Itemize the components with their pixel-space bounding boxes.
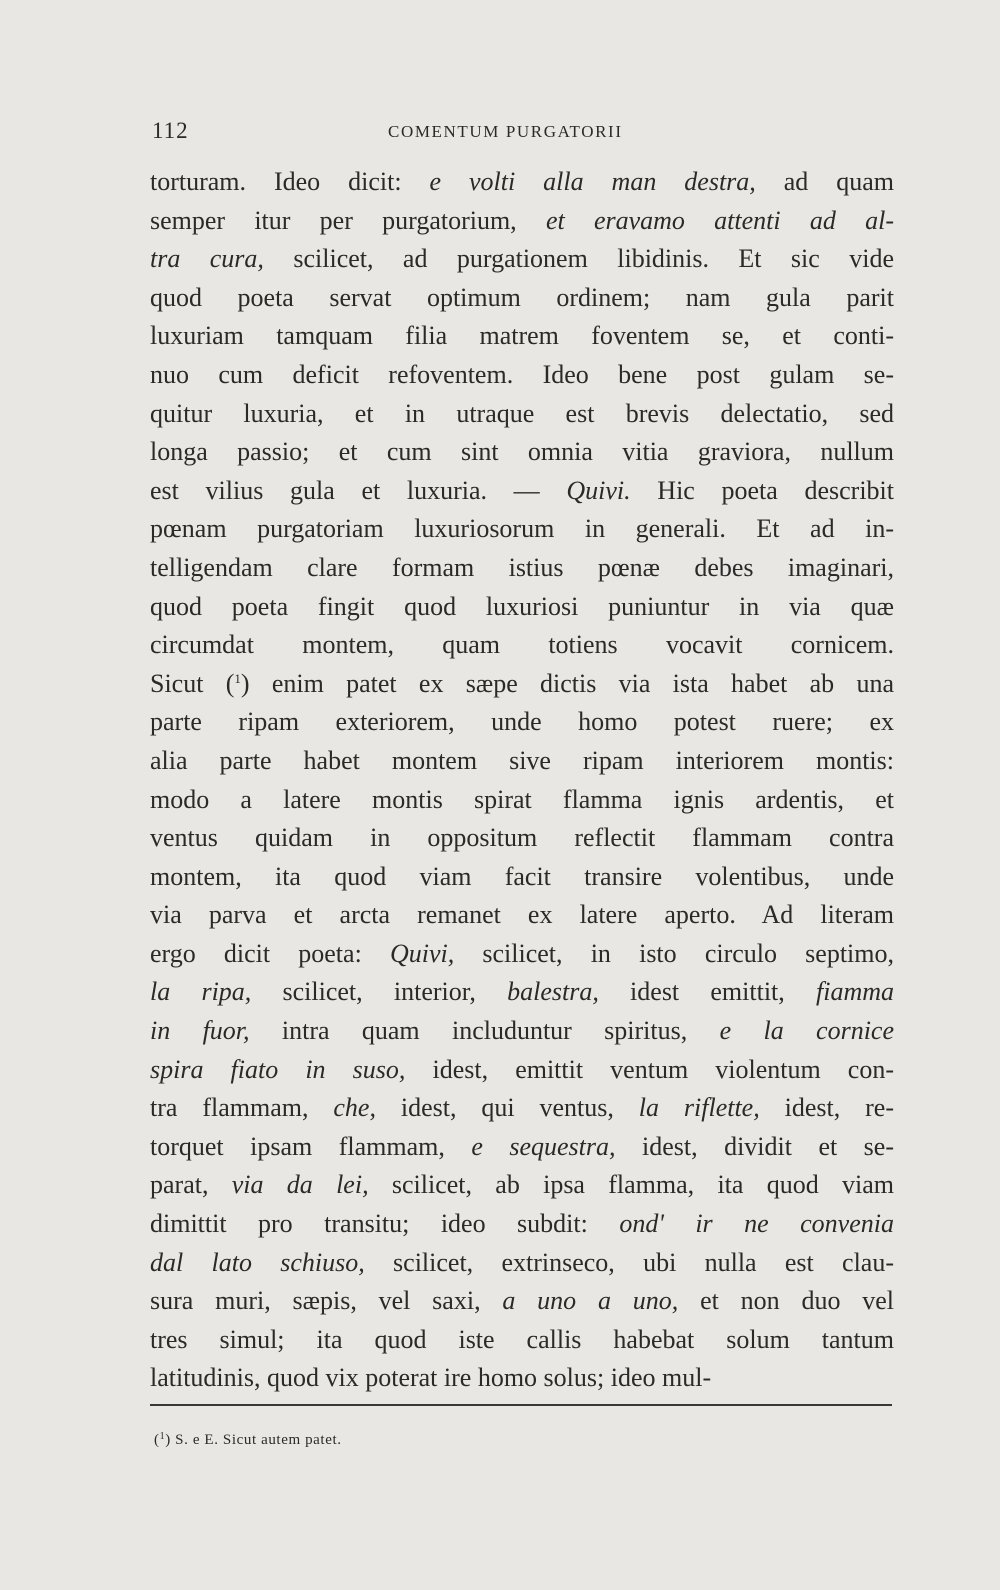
text-run: luxuriam tamquam filia matrem foventem se, et conti-: [150, 321, 894, 351]
italic-text: balestra,: [507, 977, 599, 1007]
text-run: scilicet, ad purgationem libidinis. Et sic vide: [263, 244, 894, 274]
italic-text: spira fiato in suso,: [150, 1054, 406, 1084]
page-number: 112: [152, 118, 189, 143]
page-header: COMENTUM PURGATORII: [388, 122, 623, 141]
text-run: quod poeta servat optimum ordinem; nam gula parit: [150, 282, 894, 312]
text-run: modo a latere montis spirat flamma ignis ardentis, et: [150, 784, 894, 814]
text-line: [150, 317, 894, 356]
italic-text: e volti alla man destra,: [429, 167, 756, 196]
text-run: idest, qui ventus,: [375, 1093, 639, 1123]
text-line: [150, 781, 894, 820]
text-line: [150, 935, 894, 974]
text-line: [150, 279, 894, 318]
text-line: [150, 703, 894, 742]
italic-text: e la cornice: [719, 1016, 894, 1046]
text-line: [150, 1205, 894, 1244]
text-run: nuo cum deficit refoventem. Ideo bene post gulam se-: [150, 359, 894, 389]
text-run: Hic poeta describit: [630, 475, 894, 505]
text-run: ergo dicit poeta:: [150, 938, 390, 968]
running-head: [152, 118, 892, 148]
text-line: [150, 973, 894, 1012]
text-run: et non duo vel: [678, 1286, 894, 1316]
text-run: est vilius gula et luxuria. —: [150, 475, 567, 505]
text-run: sura muri, sæpis, vel saxi,: [150, 1286, 503, 1316]
text-run: scilicet, interior,: [251, 977, 508, 1007]
italic-text: via da lei,: [231, 1170, 369, 1200]
text-run: alia parte habet montem sive ripam interiorem montis:: [150, 745, 894, 775]
text-run: quitur luxuria, et in utraque est brevis delectatio, sed: [150, 398, 894, 428]
body-text: [150, 163, 894, 1398]
text-run: longa passio; et cum sint omnia vitia graviora, nullum: [150, 437, 894, 467]
italic-text: la ripa,: [150, 977, 252, 1007]
text-line: [150, 1282, 894, 1321]
text-run: dimittit pro transitu; ideo subdit:: [150, 1209, 620, 1239]
footnote-text: S. e E. Sicut autem patet.: [170, 1432, 342, 1448]
text-line: [150, 240, 894, 279]
italic-text: in fuor,: [150, 1016, 250, 1046]
text-run: Sicut (: [150, 668, 235, 698]
text-run: torquet ipsam flammam,: [150, 1131, 472, 1161]
text-line: [150, 1359, 894, 1398]
footnote-rule: [150, 1404, 892, 1406]
text-line: [150, 896, 894, 935]
footnote-marker: 1: [159, 1431, 166, 1442]
text-run: parat,: [150, 1170, 232, 1200]
text-line: [150, 742, 894, 781]
text-line: [150, 549, 894, 588]
italic-text: e sequestra,: [471, 1131, 616, 1161]
text-line: [150, 356, 894, 395]
text-run: scilicet, in isto circulo septimo,: [454, 938, 894, 968]
italic-text: Quivi,: [389, 938, 455, 968]
text-run: idest, emittit ventum violentum con-: [405, 1054, 894, 1084]
text-line: [150, 1244, 894, 1283]
text-line: [150, 163, 894, 202]
text-run: torturam. Ideo dicit:: [150, 167, 430, 196]
italic-text: et eravamo attenti ad al-: [545, 205, 894, 235]
text-line: [150, 858, 894, 897]
text-line: [150, 1012, 894, 1051]
footnote-reference: 1: [234, 670, 241, 686]
text-line: [150, 1089, 894, 1128]
text-line: [150, 1321, 894, 1360]
text-line: [150, 1051, 894, 1090]
italic-text: che,: [333, 1093, 376, 1123]
text-run: ad quam: [755, 167, 894, 196]
text-run: pœnam purgatoriam luxuriosorum in generali. Et ad in-: [150, 514, 894, 544]
text-line: [150, 588, 894, 627]
text-line: [150, 510, 894, 549]
italic-text: tra cura,: [150, 244, 264, 274]
italic-text: dal lato schiuso,: [150, 1247, 365, 1277]
text-run: scilicet, extrinseco, ubi nulla est clau-: [364, 1247, 894, 1277]
italic-text: fiamma: [816, 977, 894, 1007]
text-line: [150, 395, 894, 434]
text-run: tres simul; ita quod iste callis habebat solum tantum: [150, 1324, 894, 1354]
text-run: ventus quidam in oppositum reflectit flammam contra: [150, 823, 894, 853]
text-line: [150, 1166, 894, 1205]
text-run: idest emittit,: [598, 977, 816, 1007]
text-run: semper itur per purgatorium,: [150, 205, 546, 235]
text-run: idest, dividit et se-: [615, 1131, 894, 1161]
text-line: [150, 819, 894, 858]
text-line: [150, 202, 894, 241]
text-run: telligendam clare formam istius pœnæ debes imaginari,: [150, 552, 894, 582]
italic-text: Quivi.: [566, 475, 631, 505]
text-line: [150, 433, 894, 472]
text-run: parte ripam exteriorem, unde homo potest ruere; ex: [150, 707, 894, 737]
text-run: idest, re-: [759, 1093, 894, 1123]
text-run: circumdat montem, quam totiens vocavit cornicem.: [150, 630, 894, 660]
text-line: [150, 626, 894, 665]
text-line: [150, 665, 894, 704]
text-run: montem, ita quod viam facit transire volentibus, unde: [150, 861, 894, 891]
text-line: [150, 472, 894, 511]
italic-text: la riflette,: [638, 1093, 760, 1123]
text-run: latitudinis, quod vix poterat ire homo solus; ideo mul-: [150, 1363, 712, 1393]
text-run: quod poeta fingit quod luxuriosi puniuntur in via quæ: [150, 591, 894, 621]
text-line: [150, 1128, 894, 1167]
italic-text: ond' ir ne convenia: [619, 1209, 894, 1239]
italic-text: a uno a uno,: [502, 1286, 679, 1316]
text-run: via parva et arcta remanet ex latere aperto. Ad literam: [150, 900, 894, 930]
footnote: ($^1$) S. e E. Sicut autem patet.: [154, 1431, 342, 1448]
text-run: tra flammam,: [150, 1093, 334, 1123]
text-run: intra quam includuntur spiritus,: [249, 1016, 720, 1046]
text-run: scilicet, ab ipsa flamma, ita quod viam: [368, 1170, 894, 1200]
text-run: ) enim patet ex sæpe dictis via ista habet ab una: [240, 668, 894, 698]
